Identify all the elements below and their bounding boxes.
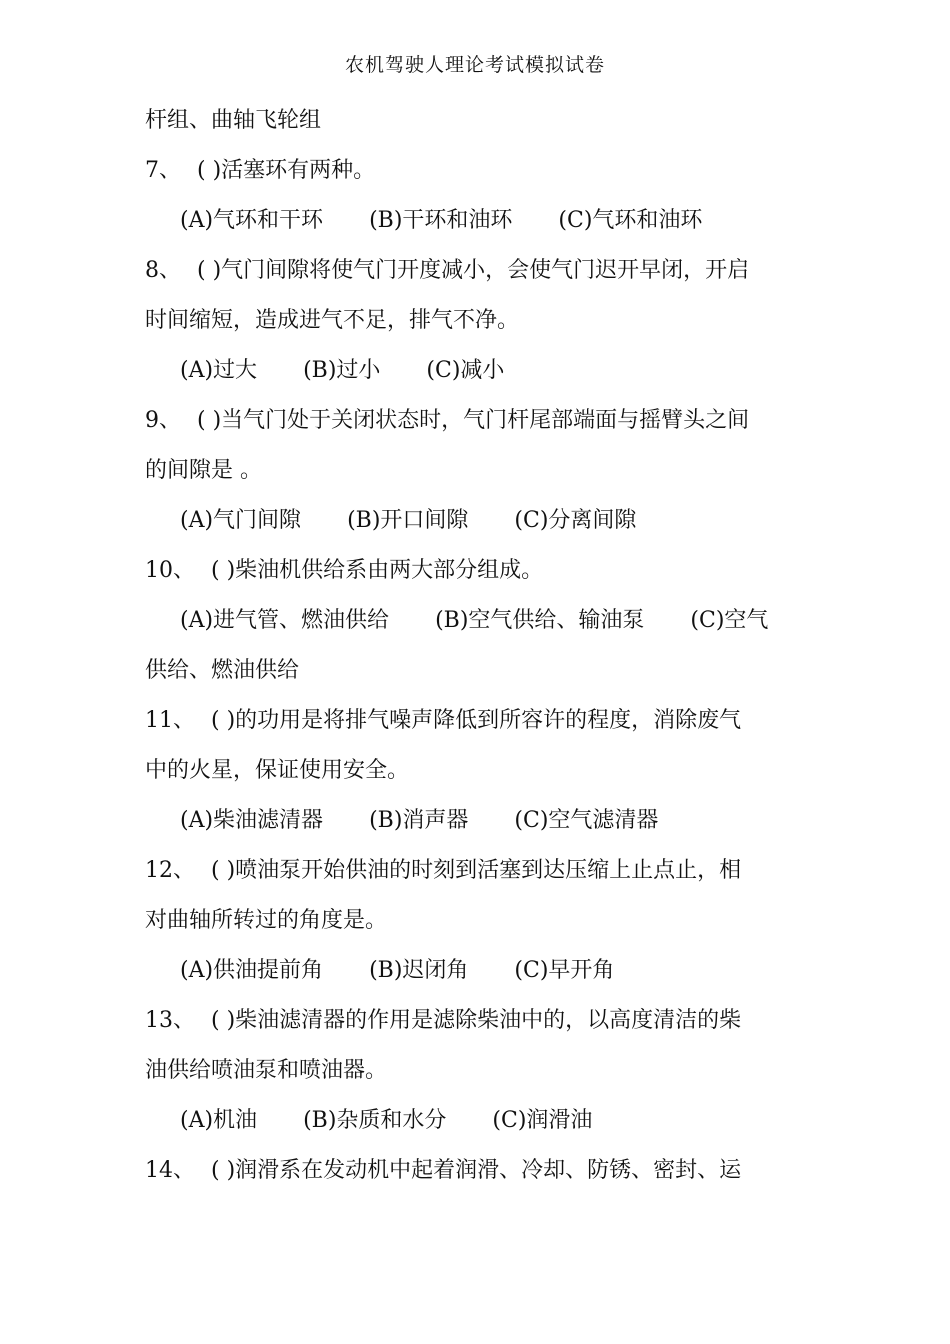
question-line: [145, 546, 810, 596]
question-number: 13、: [145, 1008, 195, 1033]
exam-content: [145, 96, 810, 1196]
question-text: 当气门处于关闭状态时，气门杆尾部端面与摇臂头之间: [221, 408, 750, 433]
question-number: 10、: [145, 558, 195, 583]
question-line: [145, 696, 810, 746]
options-line: [145, 196, 810, 246]
question-text: 喷油泵开始供油的时刻到活塞到达压缩上止点止，相: [235, 858, 742, 883]
answer-option: (B)干环和油环: [369, 208, 513, 233]
answer-blank: ( ): [197, 408, 222, 433]
question-number: 11、: [145, 708, 195, 733]
answer-option: (A)进气管、燃油供给: [180, 608, 390, 633]
answer-option: (A)过大: [180, 358, 258, 383]
answer-option: (C)早开角: [514, 958, 615, 983]
question-text: 润滑系在发动机中起着润滑、冷却、防锈、密封、运: [235, 1158, 742, 1183]
options-line: [145, 946, 810, 996]
question-line: [145, 396, 810, 446]
question-number: 12、: [145, 858, 195, 883]
question-text: 气门间隙将使气门开度减小，会使气门迟开早闭，开启: [221, 258, 750, 283]
answer-option: (A)气环和干环: [180, 208, 324, 233]
continuation-text: 供给、燃油供给: [145, 658, 300, 683]
question-line: [145, 996, 810, 1046]
question-line: [145, 246, 810, 296]
options-line: [145, 596, 810, 646]
answer-blank: ( ): [197, 258, 222, 283]
question-number: 8、: [145, 258, 181, 283]
question-line: [145, 846, 810, 896]
options-line: [145, 496, 810, 546]
question-line: [145, 146, 810, 196]
answer-option: (A)机油: [180, 1108, 258, 1133]
answer-option: (A)柴油滤清器: [180, 808, 324, 833]
continuation-text: 的间隙是 。: [145, 458, 262, 483]
answer-blank: ( ): [211, 558, 236, 583]
options-line: [145, 346, 810, 396]
question-text: 柴油滤清器的作用是滤除柴油中的，以高度清洁的柴: [235, 1008, 742, 1033]
options-line: [145, 796, 810, 846]
options-line: [145, 1096, 810, 1146]
answer-blank: ( ): [211, 708, 236, 733]
question-number: 7、: [145, 158, 181, 183]
answer-blank: ( ): [197, 158, 222, 183]
answer-option: (C)空气滤清器: [514, 808, 659, 833]
continuation-text: 杆组、曲轴飞轮组: [145, 108, 322, 133]
continuation-text: 时间缩短，造成进气不足，排气不净。: [145, 308, 520, 333]
answer-option: (C)减小: [426, 358, 505, 383]
answer-option: (C)气环和油环: [558, 208, 703, 233]
answer-option: (C)分离间隙: [514, 508, 637, 533]
continuation-text: 对曲轴所转过的角度是。: [145, 908, 388, 933]
answer-blank: ( ): [211, 1158, 236, 1183]
answer-option: (B)空气供给、输油泵: [435, 608, 645, 633]
question-number: 14、: [145, 1158, 195, 1183]
question-text: 柴油机供给系由两大部分组成。: [235, 558, 544, 583]
question-line: [145, 1146, 810, 1196]
answer-blank: ( ): [211, 1008, 236, 1033]
question-number: 9、: [145, 408, 181, 433]
continuation-text: 中的火星，保证使用安全。: [145, 758, 410, 783]
question-text: 活塞环有两种。: [221, 158, 376, 183]
answer-option: (B)消声器: [369, 808, 469, 833]
answer-option: (B)迟闭角: [369, 958, 469, 983]
answer-option: (C)空气: [690, 608, 769, 633]
answer-option: (A)供油提前角: [180, 958, 324, 983]
answer-option: (B)开口间隙: [347, 508, 469, 533]
continuation-text: 油供给喷油泵和喷油器。: [145, 1058, 388, 1083]
answer-option: (B)杂质和水分: [303, 1108, 447, 1133]
answer-option: (C)润滑油: [492, 1108, 593, 1133]
answer-option: (B)过小: [303, 358, 381, 383]
question-text: 的功用是将排气噪声降低到所容许的程度，消除废气: [235, 708, 742, 733]
answer-blank: ( ): [211, 858, 236, 883]
page-header-title: 农机驾驶人理论考试模拟试卷: [344, 54, 605, 76]
answer-option: (A)气门间隙: [180, 508, 302, 533]
